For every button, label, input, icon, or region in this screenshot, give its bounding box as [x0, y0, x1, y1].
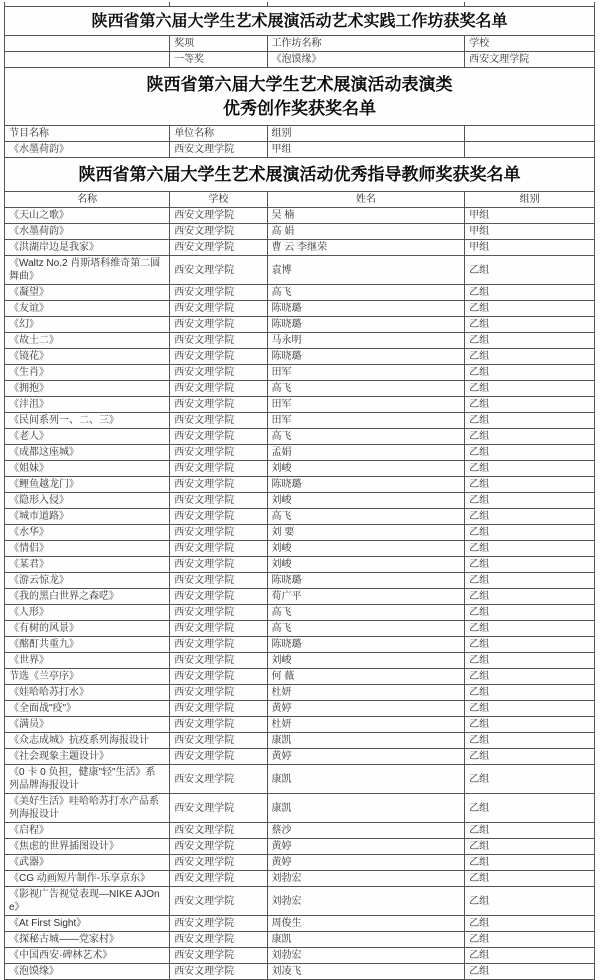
table-row	[5, 285, 595, 301]
table-cell: 西安文理学院	[170, 477, 267, 493]
workshop-award-rows	[5, 52, 595, 68]
table-cell: 荀广平	[267, 589, 465, 605]
header-cell: 组别	[465, 192, 595, 208]
table-row	[5, 621, 595, 637]
table-cell: 何 薇	[267, 669, 465, 685]
table-row	[5, 589, 595, 605]
table-row	[5, 794, 595, 823]
table-row	[5, 887, 595, 916]
table-row	[5, 349, 595, 365]
creation-award-section	[5, 68, 595, 126]
table-cell: 乙组	[465, 256, 595, 285]
table-cell	[465, 142, 595, 158]
table-cell: 西安文理学院	[170, 541, 267, 557]
table-cell: 《我的黑白世界之森呓》	[5, 589, 170, 605]
table-cell: 《生肖》	[5, 365, 170, 381]
awards-table	[4, 2, 595, 980]
table-cell: 西安文理学院	[170, 701, 267, 717]
table-cell: 《沣沮》	[5, 397, 170, 413]
header-cell: 学校	[465, 36, 595, 52]
table-row	[5, 685, 595, 701]
table-cell: 《天山之歌》	[5, 208, 170, 224]
table-cell: 西安文理学院	[170, 765, 267, 794]
table-cell: 康凯	[267, 794, 465, 823]
table-cell: 乙组	[465, 301, 595, 317]
table-cell: 乙组	[465, 589, 595, 605]
table-cell: 乙组	[465, 887, 595, 916]
table-cell: 《人形》	[5, 605, 170, 621]
table-row	[5, 461, 595, 477]
table-cell: 乙组	[465, 461, 595, 477]
table-cell: 西安文理学院	[170, 839, 267, 855]
header-cell: 名称	[5, 192, 170, 208]
table-row	[5, 240, 595, 256]
table-row	[5, 413, 595, 429]
table-cell: 曹 云 李继荣	[267, 240, 465, 256]
table-cell: 西安文理学院	[170, 445, 267, 461]
table-cell: 西安文理学院	[170, 333, 267, 349]
table-cell: 乙组	[465, 509, 595, 525]
table-cell: 田军	[267, 365, 465, 381]
table-cell: 《娃哈哈苏打水》	[5, 685, 170, 701]
header-cell: 姓名	[267, 192, 465, 208]
table-cell: 乙组	[465, 871, 595, 887]
table-cell: 高飞	[267, 621, 465, 637]
table-cell: 乙组	[465, 557, 595, 573]
teacher-award-title: 陕西省第六届大学生艺术展演活动优秀指导教师奖获奖名单	[5, 158, 595, 192]
table-cell: 吴 楠	[267, 208, 465, 224]
creation-award-header	[5, 126, 595, 142]
table-cell: 《友谊》	[5, 301, 170, 317]
table-row	[5, 158, 595, 192]
table-row	[5, 68, 595, 126]
workshop-award-title: 陕西省第六届大学生艺术展演活动艺术实践工作坊获奖名单	[5, 7, 595, 36]
table-cell: 康凯	[267, 765, 465, 794]
table-cell: 《拥抱》	[5, 381, 170, 397]
header-cell: 组别	[267, 126, 465, 142]
table-cell: 高飞	[267, 605, 465, 621]
table-row	[5, 365, 595, 381]
table-cell: 《中国西安·碑林艺术》	[5, 948, 170, 964]
table-cell: 刘峻	[267, 461, 465, 477]
table-cell: 西安文理学院	[170, 855, 267, 871]
table-row	[5, 839, 595, 855]
table-cell: 《探秘古城——党家村》	[5, 932, 170, 948]
table-cell: 西安文理学院	[170, 916, 267, 932]
table-cell: 西安文理学院	[170, 637, 267, 653]
table-cell: 《镜花》	[5, 349, 170, 365]
table-cell: 乙组	[465, 525, 595, 541]
table-cell: 乙组	[465, 477, 595, 493]
table-cell: 乙组	[465, 605, 595, 621]
table-row	[5, 823, 595, 839]
table-row	[5, 916, 595, 932]
table-cell: 西安文理学院	[170, 685, 267, 701]
table-cell: 陈晓璐	[267, 349, 465, 365]
table-cell: 西安文理学院	[170, 349, 267, 365]
table-cell: 西安文理学院	[170, 749, 267, 765]
table-cell: 康凯	[267, 733, 465, 749]
table-row	[5, 605, 595, 621]
creation-award-title	[5, 68, 595, 126]
header-cell: 学校	[170, 192, 267, 208]
table-cell: 《美好生活》哇哈哈苏打水产品系列海报设计	[5, 794, 170, 823]
table-row	[5, 855, 595, 871]
table-row	[5, 717, 595, 733]
table-cell: 《老人》	[5, 429, 170, 445]
header-cell: 节目名称	[5, 126, 170, 142]
table-cell: 《焦虑的世界插图设计》	[5, 839, 170, 855]
table-row	[5, 948, 595, 964]
table-row	[5, 7, 595, 36]
table-cell: 西安文理学院	[170, 224, 267, 240]
table-cell: 《成都这座城》	[5, 445, 170, 461]
table-cell: 高飞	[267, 381, 465, 397]
table-cell: 孟娟	[267, 445, 465, 461]
table-cell: 乙组	[465, 733, 595, 749]
table-cell: 康凯	[267, 932, 465, 948]
teacher-award-rows	[5, 208, 595, 980]
table-cell: 甲组	[465, 224, 595, 240]
table-cell: 刘勃宏	[267, 887, 465, 916]
table-row	[5, 573, 595, 589]
table-cell: 一等奖	[170, 52, 267, 68]
table-cell: 马永明	[267, 333, 465, 349]
table-cell: 《世界》	[5, 653, 170, 669]
table-cell: 乙组	[465, 333, 595, 349]
table-cell: 西安文理学院	[170, 573, 267, 589]
table-cell: 《影视广告视觉表现—NIKE AJOne》	[5, 887, 170, 916]
creation-award-title-line2: 优秀创作奖获奖名单	[223, 99, 376, 118]
table-cell: 乙组	[465, 839, 595, 855]
table-row	[5, 192, 595, 208]
table-row	[5, 637, 595, 653]
table-row	[5, 701, 595, 717]
table-row	[5, 669, 595, 685]
table-cell: 乙组	[465, 381, 595, 397]
teacher-award-section	[5, 158, 595, 192]
table-cell: 乙组	[465, 855, 595, 871]
table-cell: 西安文理学院	[170, 208, 267, 224]
table-cell: 西安文理学院	[170, 142, 267, 158]
table-row	[5, 541, 595, 557]
table-cell: 西安文理学院	[170, 605, 267, 621]
table-cell: 乙组	[465, 493, 595, 509]
table-row	[5, 429, 595, 445]
creation-award-rows	[5, 142, 595, 158]
table-row	[5, 36, 595, 52]
table-row	[5, 477, 595, 493]
table-cell: 西安文理学院	[170, 887, 267, 916]
table-cell: 乙组	[465, 794, 595, 823]
table-cell: 《泡馍缘》	[5, 964, 170, 980]
table-cell: 刘凌飞	[267, 964, 465, 980]
table-row	[5, 557, 595, 573]
table-cell: 《幻》	[5, 317, 170, 333]
table-cell: 黄婷	[267, 839, 465, 855]
table-cell: 《全面战"疫"》	[5, 701, 170, 717]
table-cell: 西安文理学院	[170, 413, 267, 429]
table-cell: 黄婷	[267, 701, 465, 717]
table-row	[5, 493, 595, 509]
table-cell: 乙组	[465, 964, 595, 980]
table-cell: 《水墨荷韵》	[5, 142, 170, 158]
table-cell: 西安文理学院	[170, 669, 267, 685]
table-cell: 《有树的风景》	[5, 621, 170, 637]
table-cell: 乙组	[465, 413, 595, 429]
table-row	[5, 509, 595, 525]
table-cell: 西安文理学院	[170, 733, 267, 749]
table-cell: 西安文理学院	[170, 932, 267, 948]
table-cell: 乙组	[465, 637, 595, 653]
table-cell: 乙组	[465, 932, 595, 948]
table-cell: 《社会现象主题设计》	[5, 749, 170, 765]
table-row	[5, 142, 595, 158]
table-cell	[5, 52, 170, 68]
table-cell: 袁博	[267, 256, 465, 285]
header-cell	[465, 126, 595, 142]
table-row	[5, 126, 595, 142]
table-cell: 《某君》	[5, 557, 170, 573]
table-cell: 乙组	[465, 429, 595, 445]
table-cell: 田军	[267, 397, 465, 413]
table-cell: 高飞	[267, 285, 465, 301]
table-cell: 西安文理学院	[170, 823, 267, 839]
table-cell: 节选《兰亭序》	[5, 669, 170, 685]
table-row	[5, 256, 595, 285]
table-cell: 乙组	[465, 573, 595, 589]
table-cell: 西安文理学院	[170, 525, 267, 541]
table-cell: 乙组	[465, 749, 595, 765]
table-cell: 《隐形入侵》	[5, 493, 170, 509]
table-cell: 甲组	[267, 142, 465, 158]
teacher-award-header	[5, 192, 595, 208]
header-cell: 单位名称	[170, 126, 267, 142]
table-cell: 《城市道路》	[5, 509, 170, 525]
table-row	[5, 317, 595, 333]
table-row	[5, 653, 595, 669]
table-row	[5, 52, 595, 68]
table-row	[5, 397, 595, 413]
table-cell: 乙组	[465, 823, 595, 839]
table-cell: 《凝望》	[5, 285, 170, 301]
table-cell: 黄婷	[267, 749, 465, 765]
table-cell: 乙组	[465, 621, 595, 637]
table-row	[5, 208, 595, 224]
table-cell: 西安文理学院	[170, 589, 267, 605]
table-cell: 西安文理学院	[170, 285, 267, 301]
table-cell: 刘峻	[267, 557, 465, 573]
table-cell: 黄婷	[267, 855, 465, 871]
table-row	[5, 964, 595, 980]
table-cell: 乙组	[465, 317, 595, 333]
table-cell: 高 娟	[267, 224, 465, 240]
table-cell: 西安文理学院	[170, 365, 267, 381]
table-row	[5, 381, 595, 397]
header-cell: 工作坊名称	[267, 36, 465, 52]
table-cell: 西安文理学院	[170, 653, 267, 669]
table-cell: 甲组	[465, 240, 595, 256]
table-cell: 乙组	[465, 541, 595, 557]
table-cell: 陈晓璐	[267, 637, 465, 653]
table-cell: 《情侣》	[5, 541, 170, 557]
table-cell: 乙组	[465, 717, 595, 733]
table-cell: 《At First Sight》	[5, 916, 170, 932]
table-cell: 《CG 动画短片制作-乐享京东》	[5, 871, 170, 887]
table-cell: 乙组	[465, 653, 595, 669]
table-cell: 蔡沙	[267, 823, 465, 839]
table-cell: 《众志成城》抗疫系列海报设计	[5, 733, 170, 749]
table-cell: 乙组	[465, 916, 595, 932]
table-cell: 乙组	[465, 701, 595, 717]
workshop-award-section	[5, 7, 595, 36]
table-cell: 《启程》	[5, 823, 170, 839]
table-cell: 乙组	[465, 349, 595, 365]
table-cell: 《水墨荷韵》	[5, 224, 170, 240]
table-cell: 西安文理学院	[170, 717, 267, 733]
table-cell: 《水华》	[5, 525, 170, 541]
table-cell: 乙组	[465, 397, 595, 413]
table-cell: 《Waltz No.2 肖斯塔科维奇第二圆舞曲》	[5, 256, 170, 285]
table-cell: 杜妍	[267, 717, 465, 733]
table-row	[5, 749, 595, 765]
table-cell: 西安文理学院	[170, 794, 267, 823]
table-cell: 乙组	[465, 365, 595, 381]
table-cell: 刘峻	[267, 541, 465, 557]
table-cell: 陈晓璐	[267, 317, 465, 333]
table-cell: 田军	[267, 413, 465, 429]
table-cell: 西安文理学院	[170, 964, 267, 980]
table-cell: 高飞	[267, 509, 465, 525]
table-cell: 乙组	[465, 445, 595, 461]
table-cell: 西安文理学院	[170, 240, 267, 256]
table-cell: 《姐妹》	[5, 461, 170, 477]
table-cell: 刘 要	[267, 525, 465, 541]
table-cell: 刘勃宏	[267, 948, 465, 964]
table-row	[5, 224, 595, 240]
table-row	[5, 525, 595, 541]
table-cell: 西安文理学院	[170, 493, 267, 509]
header-cell	[5, 36, 170, 52]
table-cell: 西安文理学院	[170, 621, 267, 637]
table-cell: 《游云惊龙》	[5, 573, 170, 589]
table-cell: 西安文理学院	[170, 461, 267, 477]
table-row	[5, 445, 595, 461]
table-row	[5, 301, 595, 317]
table-cell: 刘峻	[267, 653, 465, 669]
table-cell: 刘勃宏	[267, 871, 465, 887]
table-cell: 《酩酊共重九》	[5, 637, 170, 653]
table-cell: 西安文理学院	[170, 948, 267, 964]
table-cell: 《民间系列一、二、三》	[5, 413, 170, 429]
table-row	[5, 932, 595, 948]
table-cell: 刘峻	[267, 493, 465, 509]
header-cell: 奖项	[170, 36, 267, 52]
table-cell: 《武器》	[5, 855, 170, 871]
table-cell: 《鲤鱼越龙门》	[5, 477, 170, 493]
table-cell: 陈晓璐	[267, 477, 465, 493]
table-cell: 高飞	[267, 429, 465, 445]
table-cell: 《满员》	[5, 717, 170, 733]
table-cell: 《0 卡 0 负担，健康"轻"生活》系列品牌海报设计	[5, 765, 170, 794]
table-cell: 杜妍	[267, 685, 465, 701]
table-cell: 西安文理学院	[170, 301, 267, 317]
table-cell: 甲组	[465, 208, 595, 224]
table-cell: 西安文理学院	[170, 429, 267, 445]
table-cell: 周俊生	[267, 916, 465, 932]
table-row	[5, 871, 595, 887]
table-cell: 西安文理学院	[170, 509, 267, 525]
table-cell: 陈晓璐	[267, 573, 465, 589]
table-cell: 乙组	[465, 669, 595, 685]
table-row	[5, 333, 595, 349]
table-cell: 乙组	[465, 285, 595, 301]
table-cell: 《泡馍缘》	[267, 52, 465, 68]
table-cell: 陈晓璐	[267, 301, 465, 317]
table-cell: 西安文理学院	[170, 317, 267, 333]
table-cell: 《故土二》	[5, 333, 170, 349]
table-cell: 西安文理学院	[170, 381, 267, 397]
table-cell: 西安文理学院	[170, 871, 267, 887]
table-cell: 乙组	[465, 765, 595, 794]
table-row	[5, 765, 595, 794]
workshop-award-header	[5, 36, 595, 52]
table-cell: 《洪湖岸边是我家》	[5, 240, 170, 256]
table-cell: 乙组	[465, 948, 595, 964]
creation-award-title-line1: 陕西省第六届大学生艺术展演活动表演类	[146, 75, 453, 94]
table-cell: 西安文理学院	[170, 557, 267, 573]
table-row	[5, 733, 595, 749]
table-cell: 乙组	[465, 685, 595, 701]
table-cell: 西安文理学院	[170, 256, 267, 285]
table-cell: 西安文理学院	[465, 52, 595, 68]
table-cell: 西安文理学院	[170, 397, 267, 413]
